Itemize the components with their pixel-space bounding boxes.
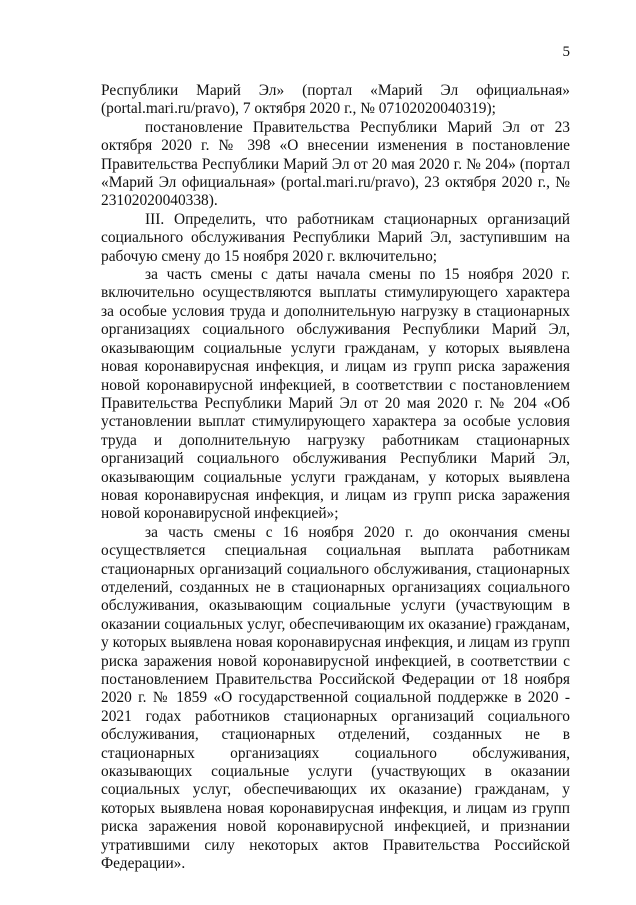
- document-body: [101, 82, 570, 873]
- paragraph-until-nov-15: за часть смены с даты начала смены по 15 ноября 2020 г. включительно осуществляются выплаты стимулирующего характера за особые условия труда и дополнительную нагрузку в стационарных организациях социального обслуживания Республики Марий Эл, оказывающим социальные услуги гражданам, у которых выявлена новая коронавирусная инфекция, и лицам из групп риска заражения новой коронавирусной инфекцией, в соответствии с постановлением Правительства Республики Марий Эл от 20 мая 2020 г. № 204 «Об установлении выплат стимулирующего характера за особые условия труда и дополнительную нагрузку работникам стационарных организаций социального обслуживания Республики Марий Эл, оказывающим социальные услуги гражданам, у которых выявлена новая коронавирусная инфекция, и лицам из групп риска заражения новой коронавирусной инфекцией»;: [101, 266, 570, 523]
- paragraph-resolution-398: постановление Правительства Республики Марий Эл от 23 октября 2020 г. № 398 «О внесении изменения в постановление Правительства Республики Марий Эл от 20 мая 2020 г. № 204» (портал «Марий Эл официальная» (portal.mari.ru/pravo), 23 октября 2020 г., № 23102020040338).: [101, 118, 570, 210]
- page-number: 5: [562, 44, 570, 60]
- paragraph-from-nov-16: за часть смены с 16 ноября 2020 г. до окончания смены осуществляется специальная социальная выплата работникам стационарных организаций социального обслуживания, стационарных отделений, созданных не в стационарных организациях социального обслуживания, оказывающим социальные услуги (участвующим в оказании социальных услуг, обеспечивающим их оказание) гражданам, у которых выявлена новая коронавирусная инфекция, и лицам из групп риска заражения новой коронавирусной инфекцией, в соответствии с постановлением Правительства Российской Федерации от 18 ноября 2020 г. № 1859 «О государственной социальной поддержке в 2020 - 2021 годах работников стационарных организаций социального обслуживания, стационарных отделений, созданных не в стационарных организациях социального обслуживания, оказывающих социальные услуги (участвующих в оказании социальных услуг, обеспечивающих их оказание) гражданам, у которых выявлена новая коронавирусная инфекция, и лицам из групп риска заражения новой коронавирусной инфекцией, и признании утратившими силу некоторых актов Правительства Российской Федерации».: [101, 523, 570, 873]
- paragraph-continuation: Республики Марий Эл» (портал «Марий Эл официальная» (portal.mari.ru/pravo), 7 октября 2020 г., № 07102020040319);: [101, 82, 570, 118]
- paragraph-section-three: III. Определить, что работникам стационарных организаций социального обслуживания Республики Марий Эл, заступившим на рабочую смену до 15 ноября 2020 г. включительно;: [101, 210, 570, 265]
